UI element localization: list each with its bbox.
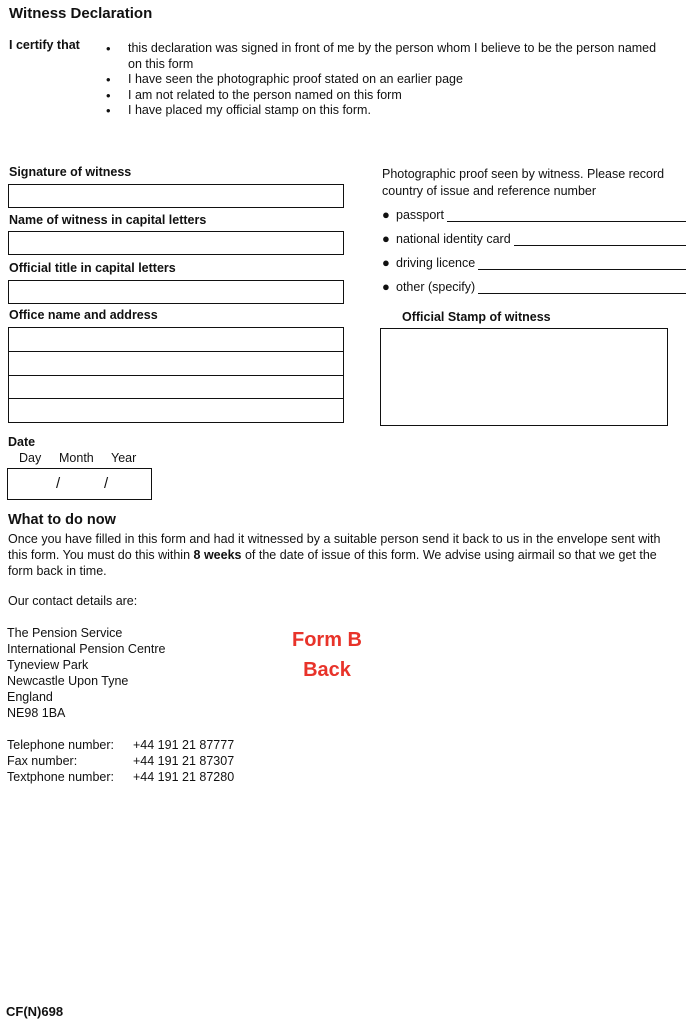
date-separator: / [56,475,61,492]
bullet-icon: ● [382,279,390,294]
phone-block [7,737,234,785]
form-b-annotation [272,625,382,685]
phone-label: Textphone number: [7,770,115,784]
certify-statement: • I have seen the photographic proof stated on an earlier page [104,72,664,88]
proof-item-label: driving licence [396,256,476,270]
certify-statement: • I have placed my official stamp on this form. [104,103,664,119]
official-title-label: Official title in capital letters [9,261,176,275]
stamp-label: Official Stamp of witness [402,310,551,324]
address-line-divider [9,398,343,399]
date-field[interactable] [7,468,152,500]
phone-label: Telephone number: [7,738,115,752]
address-line: International Pension Centre [7,642,166,656]
address-line: Tyneview Park [7,658,89,672]
date-day-label: Day [19,451,42,465]
bullet-icon: ● [382,207,390,222]
date-label: Date [8,435,36,449]
address-line-divider [9,375,343,376]
phone-row [7,769,234,785]
address-line: The Pension Service [7,626,123,640]
proof-row-driving-licence [382,254,686,270]
instructions-text: of the date of issue of this form. We advise using airmail so that we get the form back in time. [8,548,657,578]
signature-label: Signature of witness [9,165,132,179]
date-separator: / [104,475,109,492]
name-label: Name of witness in capital letters [9,213,207,227]
address-line: Newcastle Upon Tyne [7,674,129,688]
phone-row [7,737,234,753]
name-field[interactable] [8,231,344,255]
proof-row-other [382,278,686,294]
contact-intro: Our contact details are: [8,594,138,608]
signature-field[interactable] [8,184,344,208]
national-id-field[interactable] [514,234,686,246]
form-code: CF(N)698 [6,1004,64,1019]
instructions-paragraph [8,531,680,579]
what-to-do-title: What to do now [8,512,116,528]
proof-item-label: other (specify) [396,280,476,294]
official-title-field[interactable] [8,280,344,304]
address-line: England [7,690,53,704]
proof-item-label: national identity card [396,232,511,246]
phone-value: +44 191 21 87280 [133,770,235,784]
certify-statement: • I am not related to the person named on this form [104,88,664,104]
instructions-text: Once you have filled in this form and had it witnessed by a suitable person send it back to us in the envelope sent with this form. You must do this within [8,532,661,562]
bullet-icon: ● [382,255,390,270]
annotation-line: Form B [292,629,362,651]
certify-label: I certify that [9,38,80,52]
proof-intro: Photographic proof seen by witness. Please record country of issue and reference number [382,167,665,198]
address-line: NE98 1BA [7,706,66,720]
certify-list [104,41,664,119]
phone-row [7,753,234,769]
phone-label: Fax number: [7,754,78,768]
other-proof-field[interactable] [478,282,686,294]
bullet-icon: ● [382,231,390,246]
annotation-line: Back [303,659,351,681]
address-block [7,625,165,721]
office-address-field[interactable] [8,327,344,423]
office-label: Office name and address [9,308,158,322]
proof-row-national-id [382,230,686,246]
deadline-text: 8 weeks [193,548,242,562]
page-title: Witness Declaration [9,5,153,22]
address-line-divider [9,351,343,352]
official-stamp-box[interactable] [380,328,668,426]
phone-value: +44 191 21 87307 [133,754,235,768]
date-month-label: Month [59,451,94,465]
driving-licence-field[interactable] [478,258,686,270]
certify-statement: • this declaration was signed in front of me by the person whom I believe to be the person named on this form [104,41,664,72]
date-year-label: Year [111,451,137,465]
proof-item-label: passport [396,208,444,222]
proof-row-passport [382,206,686,222]
passport-field[interactable] [447,210,686,222]
phone-value: +44 191 21 87777 [133,738,235,752]
